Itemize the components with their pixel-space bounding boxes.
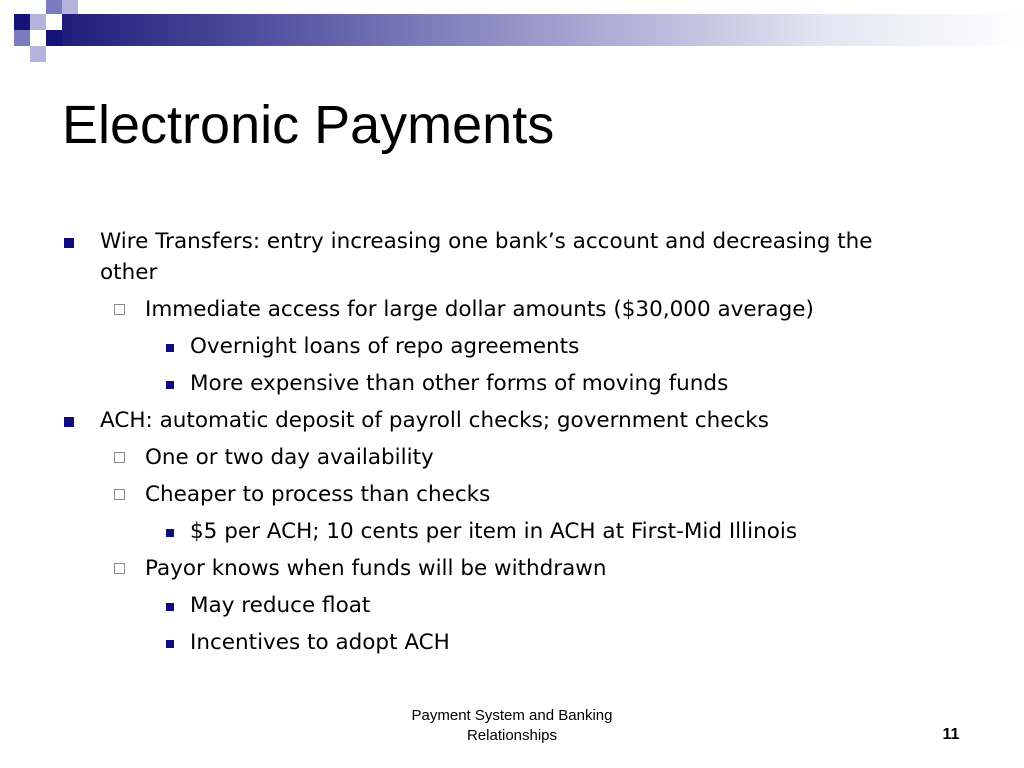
- bullet-item: [0, 627, 910, 658]
- bullet-text: More expensive than other forms of moving funds: [190, 371, 729, 396]
- bullet-text: Payor knows when funds will be withdrawn: [145, 556, 607, 581]
- bullet-text: One or two day availability: [145, 445, 434, 470]
- bullet-item: [0, 516, 910, 547]
- square-bullet-icon: [166, 344, 174, 352]
- bullet-item: [0, 294, 905, 325]
- decor-square: [46, 14, 62, 30]
- slide-title: Electronic Payments: [62, 95, 555, 155]
- page-number: 11: [942, 726, 960, 743]
- header-gradient-bar: [62, 14, 1024, 46]
- bullet-item: [0, 368, 910, 399]
- slide-footer: [392, 706, 632, 746]
- decor-square: [14, 30, 30, 46]
- decor-square: [46, 0, 62, 14]
- bullet-text: Overnight loans of repo agreements: [190, 334, 580, 359]
- bullet-item: [0, 405, 920, 436]
- hollow-square-bullet-icon: [114, 563, 125, 574]
- hollow-square-bullet-icon: [114, 304, 125, 315]
- bullet-text: $5 per ACH; 10 cents per item in ACH at First-Mid Illinois: [190, 519, 798, 544]
- decor-square: [30, 14, 46, 30]
- bullet-list: [0, 226, 1024, 664]
- bullet-text: ACH: automatic deposit of payroll checks; government checks: [100, 408, 769, 433]
- footer-line: Relationships: [466, 727, 558, 744]
- square-bullet-icon: [166, 603, 174, 611]
- bullet-item: [0, 590, 910, 621]
- square-bullet-icon: [166, 381, 174, 389]
- decor-square: [62, 0, 78, 14]
- bullet-item: [0, 479, 905, 510]
- bullet-text: May reduce float: [190, 593, 371, 618]
- square-bullet-icon: [64, 417, 74, 427]
- bullet-text: Incentives to adopt ACH: [190, 630, 450, 655]
- decor-square: [46, 30, 62, 46]
- bullet-item: [0, 553, 905, 584]
- footer-line: Payment System and Banking: [411, 707, 613, 724]
- decor-square: [14, 14, 30, 30]
- hollow-square-bullet-icon: [114, 452, 125, 463]
- bullet-item: [0, 226, 920, 288]
- bullet-text: Wire Transfers: entry increasing one bank’s account and decreasing the other: [100, 229, 873, 285]
- hollow-square-bullet-icon: [114, 489, 125, 500]
- square-bullet-icon: [166, 529, 174, 537]
- bullet-item: [0, 442, 905, 473]
- square-bullet-icon: [64, 238, 74, 248]
- square-bullet-icon: [166, 640, 174, 648]
- bullet-text: Cheaper to process than checks: [145, 482, 491, 507]
- bullet-item: [0, 331, 910, 362]
- bullet-text: Immediate access for large dollar amounts ($30,000 average): [145, 297, 814, 322]
- decor-square: [30, 46, 46, 62]
